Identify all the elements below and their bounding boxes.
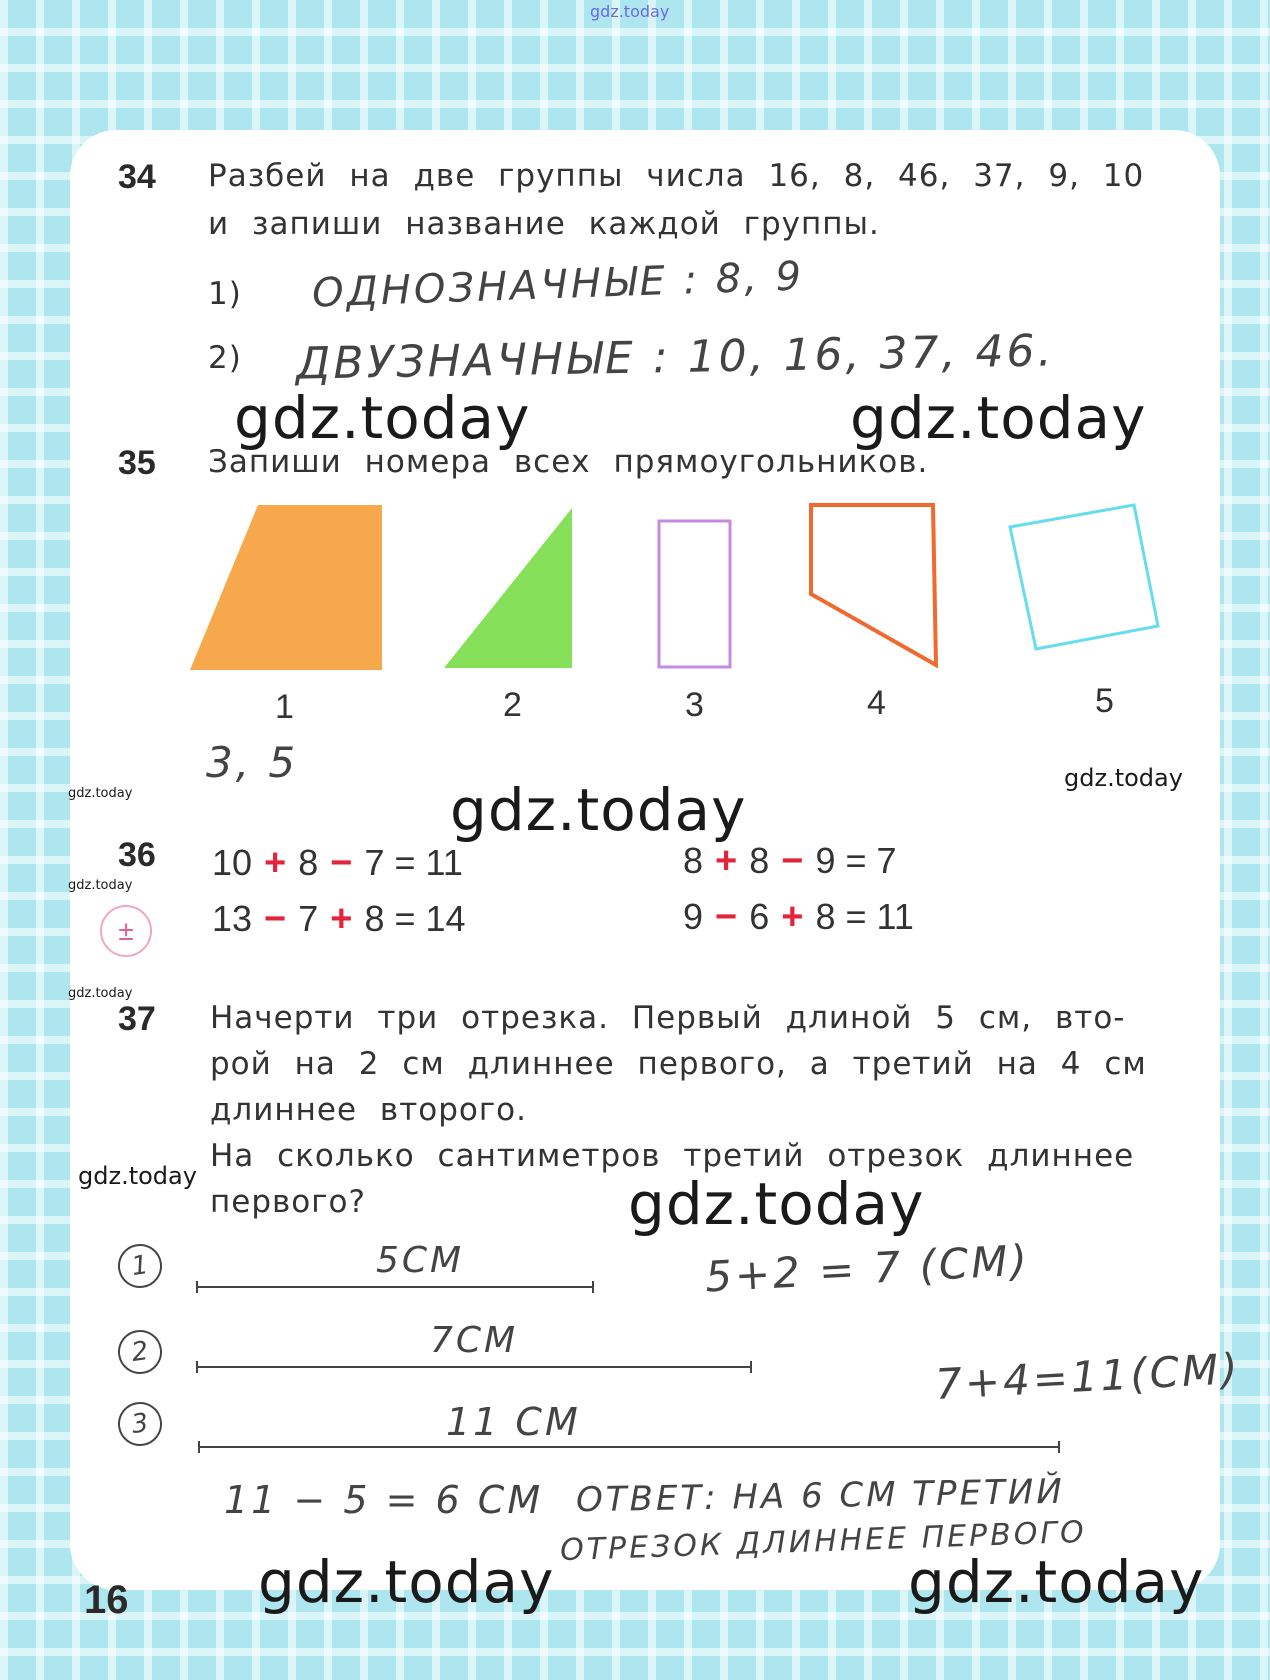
eq1-c: 7 = 11 — [364, 842, 463, 883]
eq3-op1: − — [264, 898, 287, 940]
segment-3-line — [198, 1446, 1060, 1448]
task-35-number: 35 — [118, 444, 156, 482]
segment-2-label: 7СМ — [430, 1320, 519, 1361]
task-37-line1: Начерти три отрезка. Первый длиной 5 см, вто- — [210, 1000, 1126, 1036]
watermark-e: gdz.today — [450, 776, 747, 844]
segment-1-line — [196, 1286, 594, 1288]
segment-3-label: 11 СМ — [446, 1400, 581, 1444]
task-37-answer-line1: ОТВЕТ: НА 6 СМ ТРЕТИЙ — [575, 1471, 1066, 1521]
segment-2-mark-icon: 2 — [115, 1327, 165, 1377]
equation-4 — [683, 896, 914, 939]
segment-2-calc: 7+4=11(СМ) — [933, 1344, 1242, 1409]
task-34-item1-answer: ОДНОЗНАЧНЫЕ : 8, 9 — [311, 253, 805, 317]
shape-1-trapezoid — [190, 505, 382, 670]
shape-label-4: 4 — [867, 684, 886, 722]
task-34-line2: и запиши название каждой группы. — [208, 206, 880, 242]
task-34-item1-label: 1) — [208, 276, 242, 312]
eq4-op1: − — [715, 896, 738, 938]
watermark-f: gdz.today — [68, 878, 133, 893]
task-37-line2: рой на 2 см длиннее первого, а третий на 4 см — [210, 1046, 1147, 1082]
eq2-b: 8 — [749, 840, 770, 881]
eq1-a: 10 — [212, 842, 253, 883]
task-34-line1: Разбей на две группы числа 16, 8, 46, 37, 9, 10 — [208, 158, 1145, 194]
eq2-a: 8 — [683, 840, 704, 881]
watermark-top: gdz.today — [590, 2, 670, 21]
task-35-answer: 3, 5 — [206, 738, 299, 787]
segment-1-mark-icon: 1 — [115, 1241, 165, 1291]
task-35-shapes — [0, 0, 1270, 720]
watermark-j: gdz.today — [258, 1548, 555, 1616]
eq2-op1: + — [715, 840, 738, 882]
eq3-b: 7 — [298, 898, 319, 939]
task-36-number: 36 — [118, 836, 156, 874]
segment-1-calc: 5+2 = 7 (СМ) — [703, 1235, 1031, 1302]
equation-1 — [212, 842, 463, 885]
watermark-d: gdz.today — [68, 786, 133, 801]
eq1-op1: + — [264, 842, 287, 884]
equation-3 — [212, 898, 466, 941]
shape-3-rectangle — [659, 521, 730, 667]
page-number: 16 — [84, 1578, 129, 1622]
task-34-number: 34 — [118, 158, 156, 196]
task-37-line3: длиннее второго. — [210, 1092, 527, 1128]
watermark-h: gdz.today — [78, 1162, 197, 1190]
eq4-op2: + — [781, 896, 804, 938]
eq3-c: 8 = 14 — [364, 898, 466, 939]
plus-minus-badge-icon: ± — [100, 905, 152, 957]
watermark-g: gdz.today — [68, 986, 133, 1001]
segment-1-label: 5СМ — [376, 1240, 465, 1281]
shape-label-1: 1 — [275, 688, 294, 726]
task-37-line4: На сколько сантиметров третий отрезок длиннее — [210, 1138, 1135, 1174]
equation-2 — [683, 840, 897, 883]
eq4-a: 9 — [683, 896, 704, 937]
eq4-c: 8 = 11 — [815, 896, 914, 937]
eq4-b: 6 — [749, 896, 770, 937]
eq1-b: 8 — [298, 842, 319, 883]
segment-2-line — [196, 1366, 752, 1368]
shape-label-5: 5 — [1095, 682, 1114, 720]
eq1-op2: − — [330, 842, 353, 884]
eq2-op2: − — [781, 840, 804, 882]
eq3-op2: + — [330, 898, 353, 940]
eq3-a: 13 — [212, 898, 253, 939]
task-35-text: Запиши номера всех прямоугольников. — [208, 444, 929, 480]
eq2-c: 9 = 7 — [815, 840, 897, 881]
task-34-item2-answer: ДВУЗНАЧНЫЕ : 10, 16, 37, 46. — [295, 325, 1055, 390]
watermark-a: gdz.today — [234, 384, 531, 452]
task-37-answer-line2: ОТРЕЗОК ДЛИННЕЕ ПЕРВОГО — [559, 1514, 1088, 1569]
watermark-b: gdz.today — [850, 384, 1147, 452]
watermark-i: gdz.today — [628, 1170, 925, 1238]
task-37-number: 37 — [118, 1000, 156, 1038]
task-34-item2-label: 2) — [208, 340, 242, 376]
shape-4-quadrilateral — [811, 505, 936, 665]
shape-label-3: 3 — [685, 686, 704, 724]
task-37-line5: первого? — [210, 1184, 366, 1220]
task-37-solution: 11 − 5 = 6 СМ — [224, 1478, 544, 1522]
shape-2-triangle — [444, 508, 572, 668]
shape-label-2: 2 — [503, 686, 522, 724]
watermark-k: gdz.today — [908, 1548, 1205, 1616]
shape-5-square — [1010, 505, 1158, 649]
watermark-c: gdz.today — [1064, 764, 1183, 792]
segment-3-mark-icon: 3 — [115, 1399, 165, 1449]
